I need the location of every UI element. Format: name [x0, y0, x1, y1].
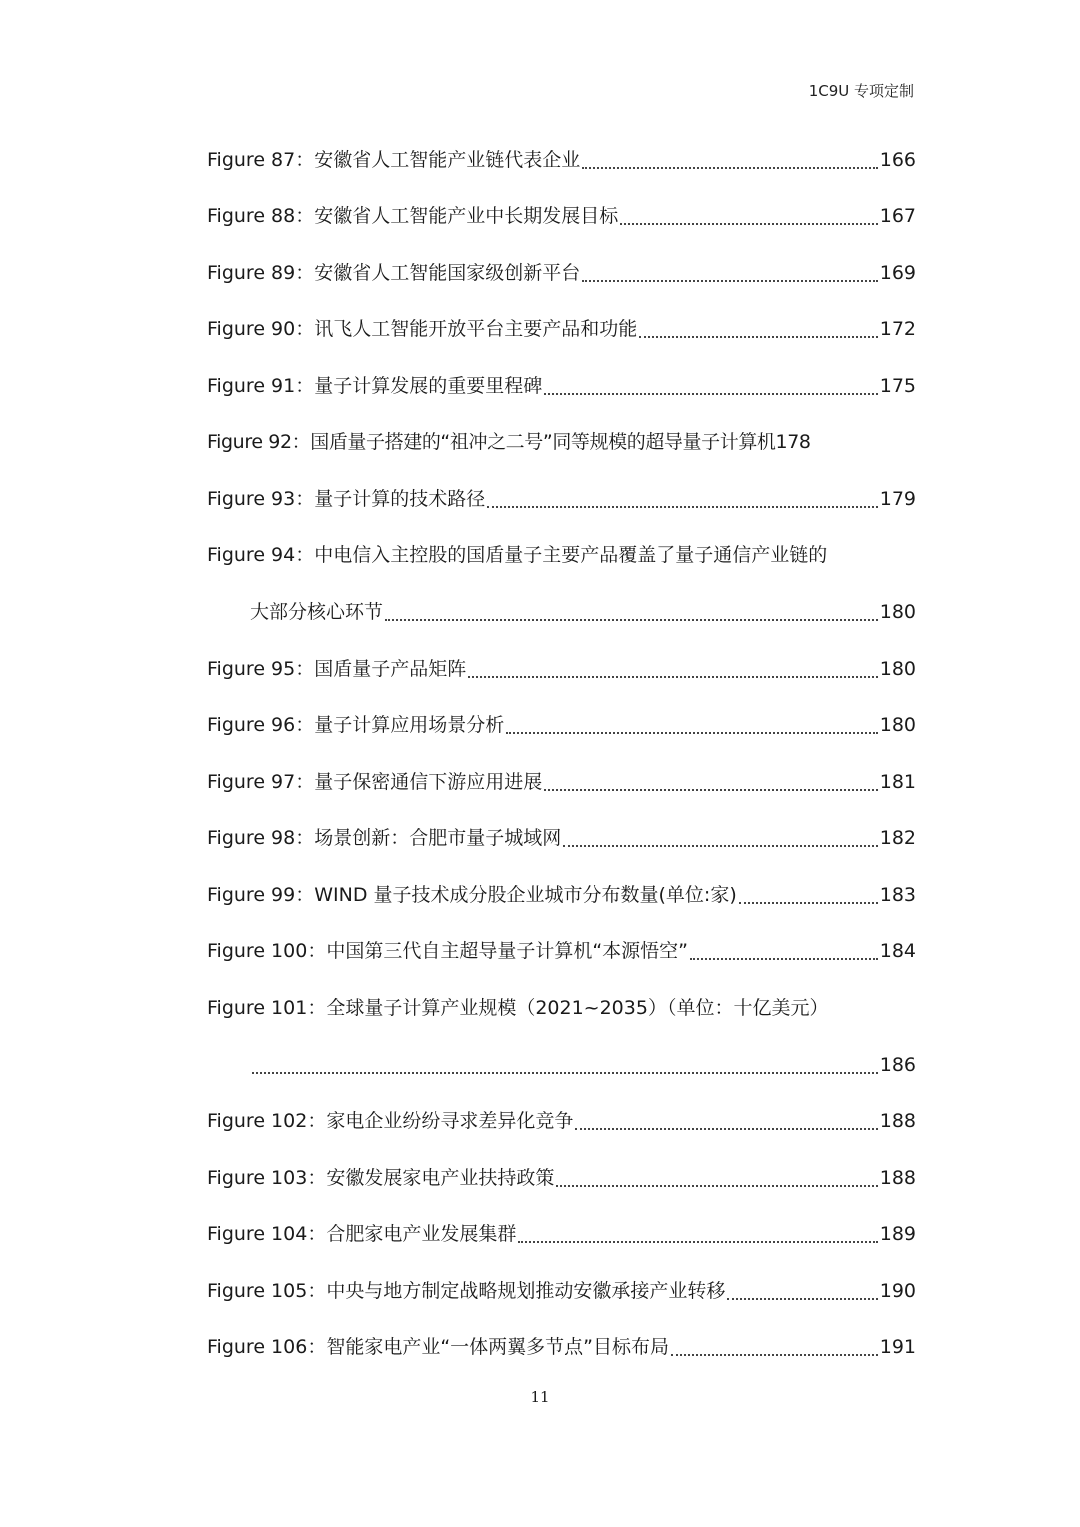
- toc-entry-page: 167: [879, 205, 916, 227]
- toc-entry[interactable]: [207, 882, 916, 908]
- toc-entry-label: Figure 101：全球量子计算产业规模（2021~2035）（单位：十亿美元）: [207, 997, 829, 1019]
- toc-entry[interactable]: [207, 825, 916, 851]
- toc-entry[interactable]: [207, 429, 916, 455]
- toc-entry[interactable]: [207, 995, 916, 1021]
- toc-entry-page: 180: [879, 601, 916, 623]
- toc-entry-page: 166: [879, 149, 916, 171]
- toc-entry[interactable]: [207, 260, 916, 286]
- toc-entry-label: Figure 103：安徽发展家电产业扶持政策: [207, 1167, 555, 1189]
- leader-dots: [563, 845, 878, 847]
- toc-entry-page: 183: [879, 884, 916, 906]
- leader-dots: [739, 902, 878, 904]
- leader-dots: [671, 1354, 878, 1356]
- toc-entry[interactable]: [207, 1165, 916, 1191]
- toc-entry-label: Figure 94：中电信入主控股的国盾量子主要产品覆盖了量子通信产业链的: [207, 544, 828, 566]
- toc-entry-label: Figure 93：量子计算的技术路径: [207, 488, 486, 510]
- toc-entry-page: 186: [879, 1054, 916, 1076]
- toc-entry-label-continued: 大部分核心环节: [250, 601, 384, 623]
- toc-entry-label: Figure 88：安徽省人工智能产业中长期发展目标: [207, 205, 619, 227]
- toc-entry-page: 169: [879, 262, 916, 284]
- toc-entry[interactable]: [207, 147, 916, 173]
- toc-entry-label: Figure 104：合肥家电产业发展集群: [207, 1223, 517, 1245]
- toc-entry-page: 175: [879, 375, 916, 397]
- toc-entry[interactable]: [207, 486, 916, 512]
- toc-entry-label: Figure 106：智能家电产业“一体两翼多节点”目标布局: [207, 1336, 670, 1358]
- toc-entry-continuation[interactable]: [250, 599, 916, 625]
- leader-dots: [727, 1298, 877, 1300]
- toc-entry-page: 188: [879, 1167, 916, 1189]
- toc-entry-label: Figure 99：WIND 量子技术成分股企业城市分布数量(单位:家): [207, 884, 737, 906]
- toc-entry[interactable]: [207, 712, 916, 738]
- toc-entry-label: Figure 87：安徽省人工智能产业链代表企业: [207, 149, 581, 171]
- toc-entry[interactable]: [207, 316, 916, 342]
- leader-dots: [506, 732, 878, 734]
- toc-entry[interactable]: [207, 542, 916, 568]
- leader-dots: [556, 1185, 877, 1187]
- leader-dots: [468, 676, 878, 678]
- toc-entry[interactable]: [207, 203, 916, 229]
- toc-entry-label: Figure 102：家电企业纷纷寻求差异化竞争: [207, 1110, 574, 1132]
- leader-dots: [544, 789, 878, 791]
- toc-entry-page: 180: [879, 658, 916, 680]
- toc-entry-label: Figure 95：国盾量子产品矩阵: [207, 658, 467, 680]
- leader-dots: [582, 167, 878, 169]
- leader-dots: [385, 619, 878, 621]
- leader-dots: [544, 393, 878, 395]
- leader-dots: [518, 1241, 877, 1243]
- leader-dots: [575, 1128, 877, 1130]
- leader-dots: [639, 336, 878, 338]
- toc-entry-label: Figure 91：量子计算发展的重要里程碑: [207, 375, 543, 397]
- toc-entry-page: 180: [879, 714, 916, 736]
- leader-dots: [582, 280, 878, 282]
- toc-entry-page: 172: [879, 318, 916, 340]
- toc-entry-page: 181: [879, 771, 916, 793]
- toc-entry-page: 189: [879, 1223, 916, 1245]
- page-number: 11: [530, 1388, 550, 1406]
- toc-entry-label: Figure 97：量子保密通信下游应用进展: [207, 771, 543, 793]
- leader-dots: [690, 958, 878, 960]
- leader-dots: [252, 1072, 878, 1074]
- toc-entry-label: Figure 98：场景创新：合肥市量子城域网: [207, 827, 562, 849]
- toc-entry-page: 190: [879, 1280, 916, 1302]
- toc-entry[interactable]: [207, 1334, 916, 1360]
- toc-entry[interactable]: [207, 1221, 916, 1247]
- toc-entry-label: Figure 92：国盾量子搭建的“祖冲之二号”同等规模的超导量子计算机: [207, 431, 776, 453]
- toc-entry[interactable]: [207, 938, 916, 964]
- toc-entry[interactable]: [207, 1108, 916, 1134]
- toc-entry-label: Figure 89：安徽省人工智能国家级创新平台: [207, 262, 581, 284]
- leader-dots: [487, 506, 878, 508]
- toc-entry[interactable]: [207, 1278, 916, 1304]
- toc-entry-page: 191: [879, 1336, 916, 1358]
- leader-dots: [620, 223, 878, 225]
- toc-entry-page: 179: [879, 488, 916, 510]
- toc-entry-page: 184: [879, 940, 916, 962]
- toc-entry-label: Figure 100：中国第三代自主超导量子计算机“本源悟空”: [207, 940, 689, 962]
- toc-entry-page: 182: [879, 827, 916, 849]
- toc-entry-label: Figure 105：中央与地方制定战略规划推动安徽承接产业转移: [207, 1280, 726, 1302]
- toc-entry-page: 188: [879, 1110, 916, 1132]
- toc-entry-page: 178: [775, 431, 811, 453]
- toc-entry-continuation[interactable]: [250, 1052, 916, 1078]
- toc-entry-label: Figure 90：讯飞人工智能开放平台主要产品和功能: [207, 318, 638, 340]
- toc-entry-label: Figure 96：量子计算应用场景分析: [207, 714, 505, 736]
- toc-entry[interactable]: [207, 769, 916, 795]
- page-header: 1C9U 专项定制: [808, 82, 914, 100]
- toc-entry[interactable]: [207, 373, 916, 399]
- toc-entry[interactable]: [207, 656, 916, 682]
